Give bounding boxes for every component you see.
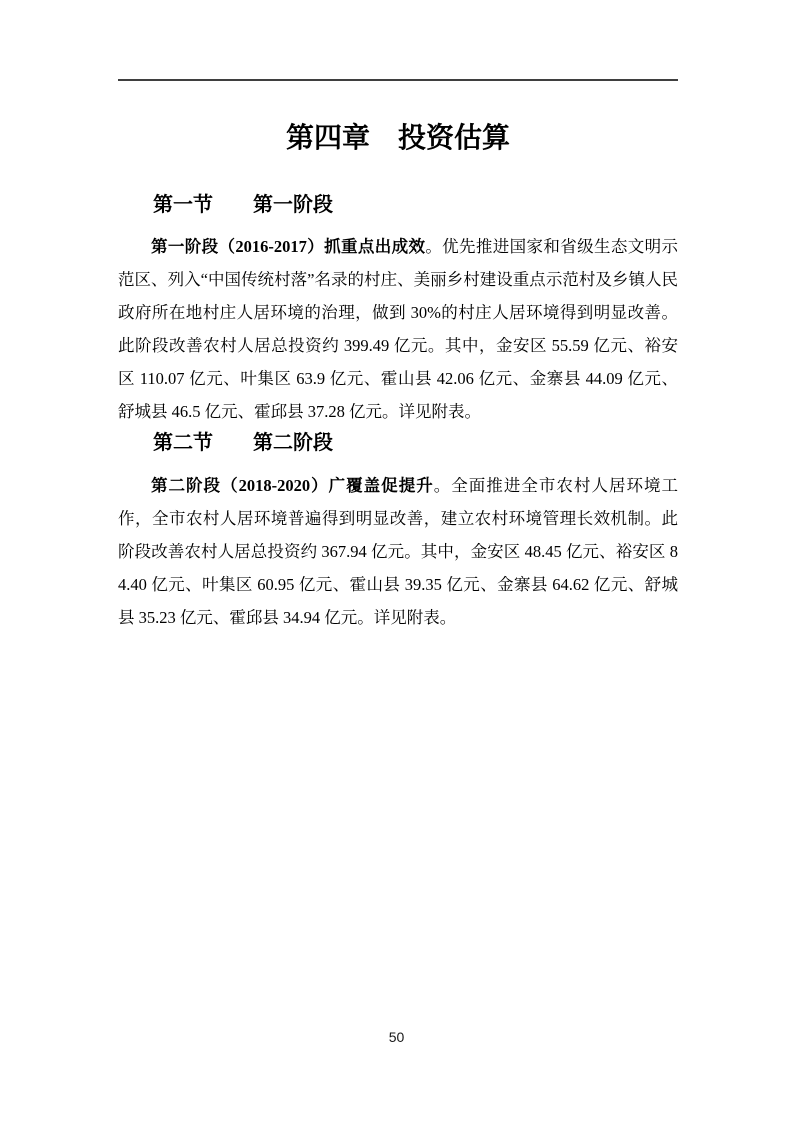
- page-number: 50: [388, 1029, 405, 1045]
- section-heading-1: 第一节 第一阶段: [153, 194, 333, 216]
- paragraph-1-body: 。优先推进国家和省级生态文明示范区、列入“中国传统村落”名录的村庄、美丽乡村建设重点示范村及乡镇人民政府所在地村庄人居环境的治理，做到 30%的村庄人居环境得到明显改善。此阶段改善农村人居总投资约 399.49 亿元。其中，金安区 55.59 亿元、裕安区 110.07 亿元、叶集区 63.9 亿元、霍山县 42.06 亿元、金寨县 44.09 亿元、舒城县 46.5 亿元、霍邱县 37.28 亿元。详见附表。: [118, 237, 678, 421]
- section-heading-2: 第二节 第二阶段: [153, 432, 333, 454]
- paragraph-2-body: 。全面推进全市农村人居环境工作，全市农村人居环境普遍得到明显改善，建立农村环境管理长效机制。此阶段改善农村人居总投资约 367.94 亿元。其中，金安区 48.45 亿元、裕安区 84.40 亿元、叶集区 60.95 亿元、霍山县 39.35 亿元、金寨县 64.62 亿元、舒城县 35.23 亿元、霍邱县 34.94 亿元。详见附表。: [118, 476, 678, 627]
- paragraph-2: [118, 469, 678, 634]
- chapter-title: 第四章 投资估算: [285, 123, 510, 154]
- page-content: [118, 0, 678, 634]
- paragraph-1: [118, 230, 678, 428]
- paragraph-2-lead: 第二阶段（2018-2020）广覆盖促提升: [151, 476, 434, 495]
- paragraph-1-lead: 第一阶段（2016-2017）抓重点出成效: [151, 237, 426, 256]
